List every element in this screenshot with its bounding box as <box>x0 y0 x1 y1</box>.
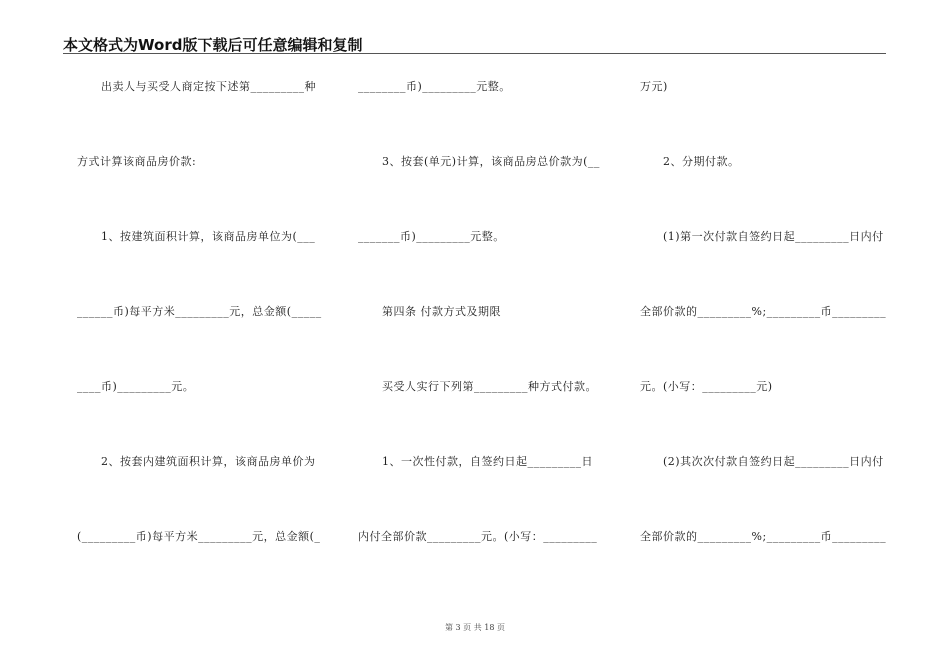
col2-line-7: 内付全部价款_________元。(小写：_________ <box>358 530 598 543</box>
col1-line-4: ______币)每平方米_________元，总金额(_____ <box>77 305 322 318</box>
col3-line-2: 2、分期付款。 <box>663 155 740 168</box>
col3-line-7: 全部价款的_________%;_________币_________ <box>640 530 887 543</box>
col1-line-6: 2、按套内建筑面积计算，该商品房单价为 <box>101 455 316 468</box>
col3-line-5: 元。(小写：_________元) <box>640 380 773 393</box>
col3-line-3: (1)第一次付款自签约日起_________日内付 <box>663 230 884 243</box>
col2-line-5: 买受人实行下列第_________种方式付款。 <box>382 380 597 393</box>
col2-line-4: 第四条 付款方式及期限 <box>382 305 501 318</box>
col1-line-2: 方式计算该商品房价款: <box>77 155 197 168</box>
col2-line-3: _______币)_________元整。 <box>358 230 505 243</box>
page-indicator: 第 3 页 共 18 页 <box>445 623 505 632</box>
col2-line-6: 1、一次性付款，自签约日起_________日 <box>382 455 593 468</box>
header-title: 本文格式为Word版下载后可任意编辑和复制 <box>63 36 363 54</box>
col1-line-7: (_________币)每平方米_________元，总金额(_ <box>77 530 321 543</box>
col2-line-1: ________币)_________元整。 <box>358 80 511 93</box>
col1-line-1: 出卖人与买受人商定按下述第_________种 <box>101 80 316 93</box>
header-divider <box>63 53 886 54</box>
col1-line-5: ____币)_________元。 <box>77 380 195 393</box>
col3-line-1: 万元) <box>640 80 668 93</box>
col3-line-4: 全部价款的_________%;_________币_________ <box>640 305 887 318</box>
col2-line-2: 3、按套(单元)计算，该商品房总价款为(__ <box>382 155 600 168</box>
col1-line-3: 1、按建筑面积计算，该商品房单位为(___ <box>101 230 316 243</box>
col3-line-6: (2)其次次付款自签约日起_________日内付 <box>663 455 884 468</box>
document-header <box>63 34 886 54</box>
